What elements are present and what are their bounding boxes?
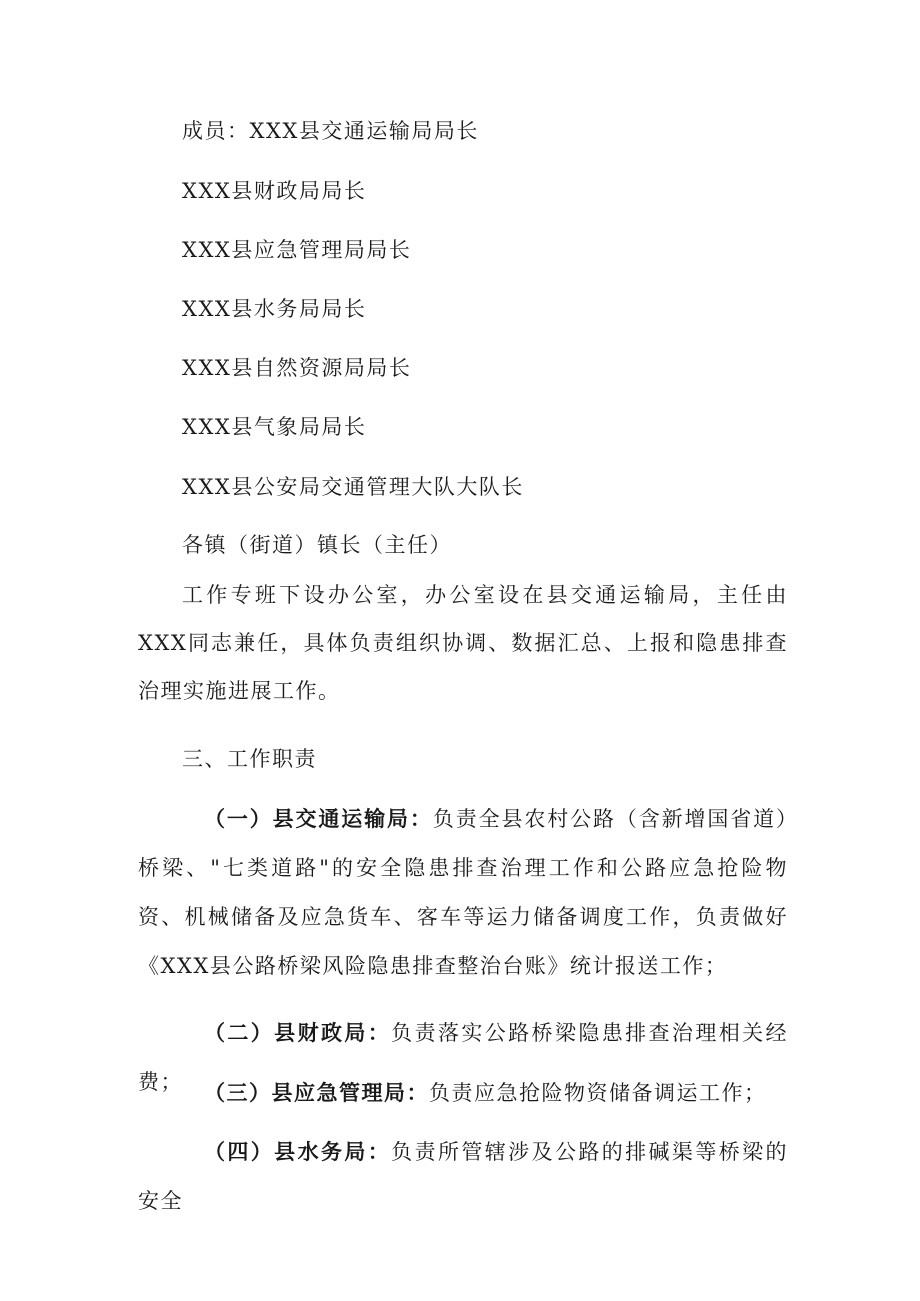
office-paragraph: 工作专班下设办公室，办公室设在县交通运输局，主任由XXX同志兼任，具体负责组织协调、数据汇总、上报和隐患排查治理实施进展工作。 [138,583,788,703]
member-line: 各镇（街道）镇长（主任） [182,533,452,557]
duty-text: 负责应急抢险物资储备调运工作； [429,1081,767,1105]
duty-text: 负责所管辖涉及公路的排碱渠等桥梁的安全 [138,1140,789,1213]
duty-lead: （四）县水务局： [204,1139,392,1164]
section-heading: 三、工作职责 [182,747,317,771]
duty-text: 负责落实公路桥梁隐患排查治理相关经费； [138,1021,789,1094]
member-line: XXX县气象局局长 [182,415,367,439]
duty-item [138,1068,788,1118]
members-first-line: 成员：XXX县交通运输局局长 [182,119,479,143]
member-line: XXX县财政局局长 [182,179,367,203]
duty-text: 负责全县农村公路（含新增国省道）桥梁、"七类道路"的安全隐患排查治理工作和公路应急抢险物资、机械储备及应急货车、客车等运力储备调度工作，负责做好《XXX县公路桥梁风险隐患排查整治台账》统计报送工作； [138,807,789,978]
duty-lead: （一）县交通运输局： [204,806,433,831]
member-line: XXX县应急管理局局长 [182,238,412,262]
duty-item [138,794,788,991]
duty-lead: （三）县应急管理局： [204,1080,429,1105]
member-line: XXX县公安局交通管理大队大队长 [182,475,524,499]
duty-lead: （二）县财政局： [204,1020,392,1045]
member-line: XXX县水务局局长 [182,297,367,321]
duty-item [138,1127,788,1226]
member-line: XXX县自然资源局局长 [182,356,412,380]
